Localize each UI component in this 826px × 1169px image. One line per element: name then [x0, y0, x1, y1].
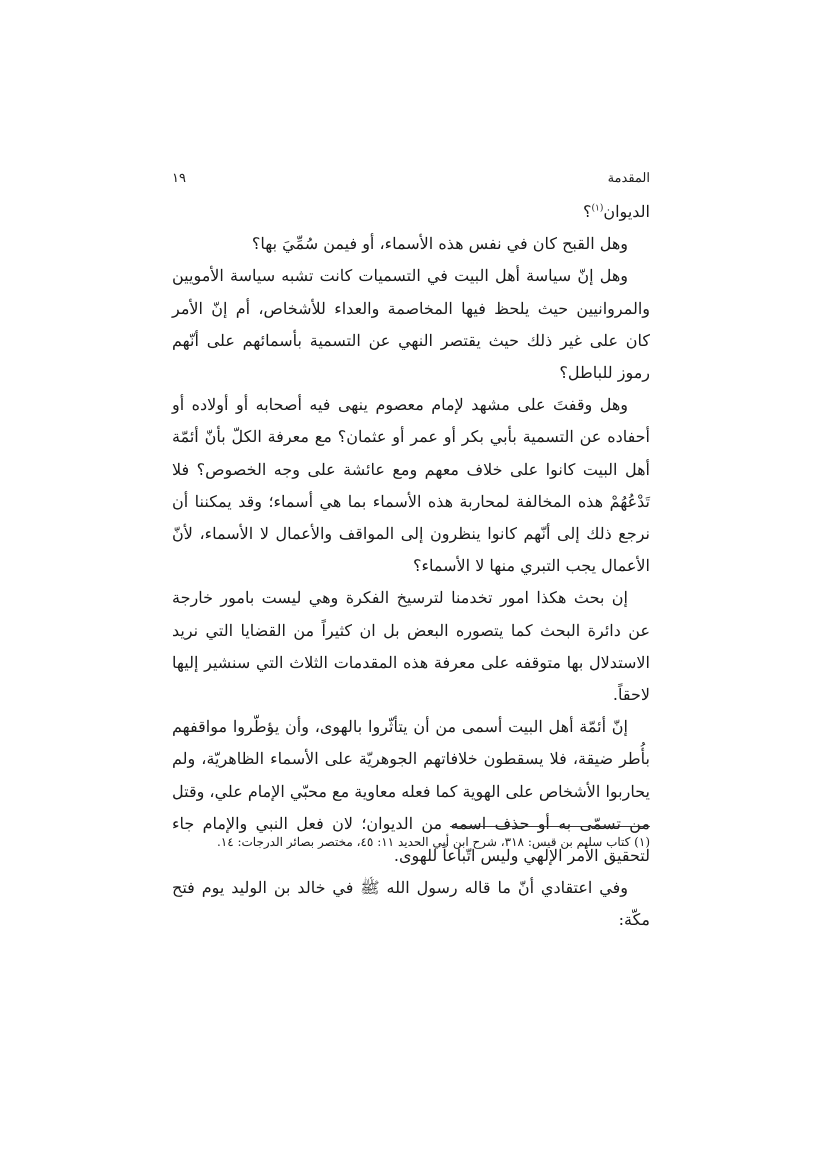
paragraph: وهل وقفتَ على مشهد لإمام معصوم ينهى فيه أصحابه أو أولاده أو أحفاده عن التسمية بأبي بكر أو عمر أو عثمان؟ مع معرفة الكلّ بأنّ أئمّة أهل البيت كانوا على خلاف معهم ومع عائشة على وجه الخصوص؟ فلا تَدْعُهُمْ هذه المخالفة لمحاربة هذه الأسماء بما هي أسماء؛ وقد يمكننا أن نرجع ذلك إلى أنّهم كانوا ينظرون إلى المواقف والأعمال لا الأسماء، لأنّ الأعمال يجب التبري منها لا الأسماء؟	[172, 395, 651, 576]
paragraph: إنّ أئمّة أهل البيت أسمى من أن يتأثّروا بالهوى، وأن يؤطّروا مواقفهم بأُطر ضيقة، فلا يسقطون خلافاتهم الجوهريّة على الأسماء الظاهريّة، ولم يحاربوا الأشخاص على الهوية كما فعله معاوية مع محبّي الإمام علي، وقتل من تسمّى به أو حذف اسمه من الديوان؛ لان فعل النبي والإمام جاء لتحقيق الأمر الإلهي وليس اتّباعاً للهوى.	[172, 717, 650, 866]
footnote-reference[interactable]: (١)	[591, 203, 604, 214]
paragraph	[172, 196, 650, 228]
page-number: ١٩	[172, 170, 186, 186]
running-header	[172, 168, 650, 188]
paragraph: وهل القبح كان في نفس هذه الأسماء، أو فيمن سُمِّيَ بها؟	[251, 234, 628, 254]
footnote-text: (١) كتاب سليم بن قيس: ٣١٨، شرح ابن أبي الحديد ١١: ٤٥، مختصر بصائر الدرجات: ١٤.	[216, 835, 650, 849]
section-title: المقدمة	[607, 170, 650, 186]
footnote-divider	[450, 826, 650, 827]
paragraph-text: الديوان	[603, 202, 650, 221]
footnote	[172, 832, 650, 852]
paragraph: وهل إنّ سياسة أهل البيت في التسميات كانت تشبه سياسة الأمويين والمروانيين حيث يلحظ فيها المخاصمة والعداء للأشخاص، أم إنّ الأمر كان على غير ذلك حيث يقتصر النهي عن التسمية بأسمائهم على أنّهم رموز للباطل؟	[172, 266, 650, 383]
paragraph: وفي اعتقادي أنّ ما قاله رسول الله ﷺ في خالد بن الوليد يوم فتح مكّة:	[172, 878, 650, 930]
paragraph: إن بحث هكذا امور تخدمنا لترسيخ الفكرة وهي ليست بامور خارجة عن دائرة البحث كما يتصوره البعض بل ان كثيراً من القضايا التي نريد الاستدلال بها متوقفه على معرفة هذه المقدمات الثلاث التي سنشير إليها لاحقاً.	[172, 588, 650, 705]
paragraph-punctuation: ؟	[582, 202, 592, 221]
